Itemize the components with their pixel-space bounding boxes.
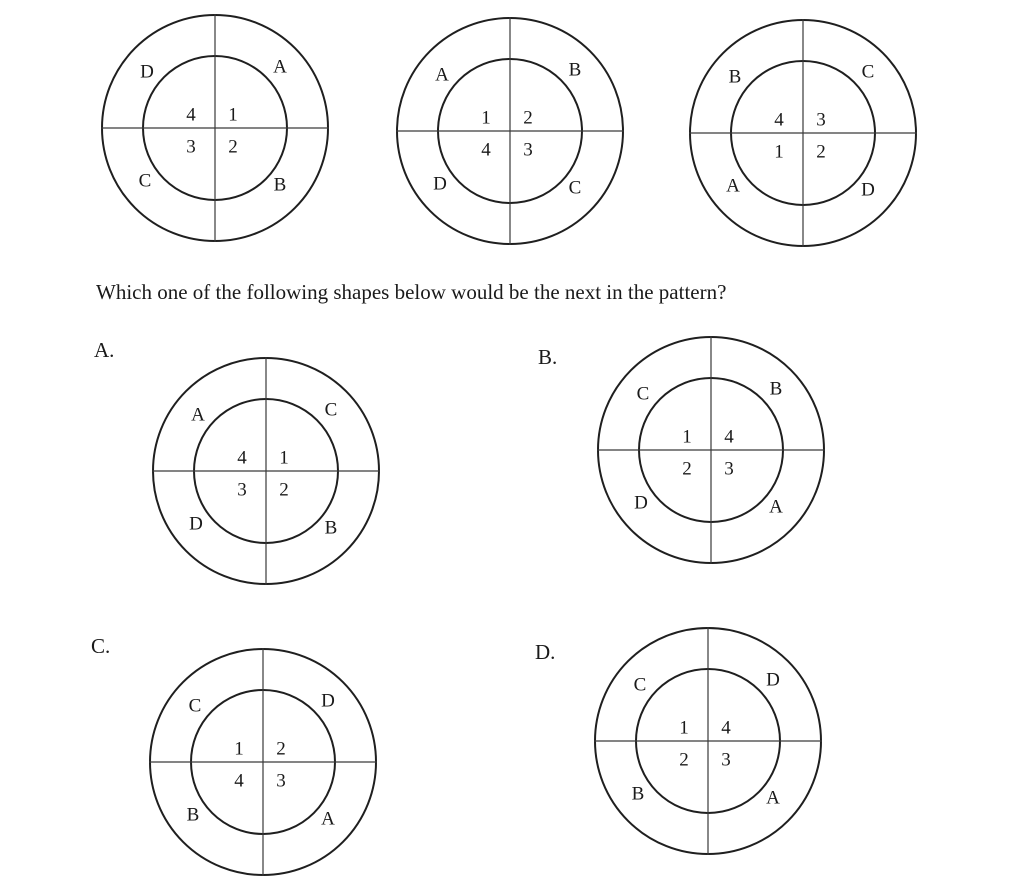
sequence-figure-3 xyxy=(688,18,918,248)
inner-number-top-left: 4 xyxy=(237,447,247,469)
outer-label-bottom-right: A xyxy=(769,496,783,518)
inner-number-top-right: 1 xyxy=(279,447,289,469)
inner-number-top-left: 4 xyxy=(774,109,784,131)
inner-number-bottom-left: 4 xyxy=(481,139,491,161)
inner-number-top-left: 4 xyxy=(186,104,196,126)
outer-label-top-right: C xyxy=(324,399,338,421)
outer-label-bottom-left: A xyxy=(726,175,740,197)
outer-label-bottom-left: D xyxy=(189,513,203,535)
outer-label-bottom-left: C xyxy=(138,170,152,192)
inner-number-bottom-right: 2 xyxy=(816,141,826,163)
inner-number-top-right: 4 xyxy=(724,426,734,448)
sequence-figure-2 xyxy=(395,16,625,246)
outer-label-top-right: A xyxy=(273,56,287,78)
circle-diagram xyxy=(688,18,918,248)
option-d-label: D. xyxy=(535,640,556,664)
inner-number-bottom-right: 3 xyxy=(523,139,533,161)
outer-label-bottom-left: D xyxy=(433,173,447,195)
inner-number-bottom-left: 3 xyxy=(186,136,196,158)
inner-number-bottom-right: 3 xyxy=(276,770,286,792)
inner-number-bottom-left: 3 xyxy=(237,479,247,501)
outer-label-top-left: A xyxy=(435,64,449,86)
outer-label-top-right: C xyxy=(861,61,875,83)
outer-label-top-right: B xyxy=(568,59,582,81)
inner-number-bottom-left: 2 xyxy=(679,749,689,771)
outer-label-top-left: C xyxy=(633,674,647,696)
outer-label-top-left: B xyxy=(728,66,742,88)
inner-number-bottom-right: 3 xyxy=(724,458,734,480)
option-b-figure[interactable] xyxy=(596,335,826,565)
outer-label-bottom-left: B xyxy=(631,783,645,805)
question-text: Which one of the following shapes below would be the next in the pattern? xyxy=(96,280,727,304)
inner-number-bottom-left: 2 xyxy=(682,458,692,480)
inner-number-bottom-left: 1 xyxy=(774,141,784,163)
inner-number-bottom-left: 4 xyxy=(234,770,244,792)
inner-number-top-right: 2 xyxy=(276,738,286,760)
inner-number-bottom-right: 2 xyxy=(228,136,238,158)
circle-diagram xyxy=(151,356,381,586)
inner-number-top-right: 4 xyxy=(721,717,731,739)
option-a-figure[interactable] xyxy=(151,356,381,586)
circle-diagram xyxy=(596,335,826,565)
outer-label-top-left: D xyxy=(140,61,154,83)
inner-number-bottom-right: 2 xyxy=(279,479,289,501)
outer-label-top-left: C xyxy=(636,383,650,405)
inner-number-top-right: 3 xyxy=(816,109,826,131)
outer-label-bottom-right: B xyxy=(324,517,338,539)
outer-label-top-left: C xyxy=(188,695,202,717)
option-c-figure[interactable] xyxy=(148,647,378,877)
inner-number-top-left: 1 xyxy=(682,426,692,448)
inner-number-top-left: 1 xyxy=(234,738,244,760)
outer-label-bottom-right: A xyxy=(321,808,335,830)
circle-diagram xyxy=(148,647,378,877)
option-d-figure[interactable] xyxy=(593,626,823,856)
outer-label-bottom-right: B xyxy=(273,174,287,196)
inner-number-top-right: 2 xyxy=(523,107,533,129)
option-c-label: C. xyxy=(91,634,111,658)
outer-label-top-right: D xyxy=(321,690,335,712)
circle-diagram xyxy=(593,626,823,856)
outer-label-bottom-left: D xyxy=(634,492,648,514)
circle-diagram xyxy=(100,13,330,243)
inner-number-top-left: 1 xyxy=(481,107,491,129)
outer-label-bottom-right: C xyxy=(568,177,582,199)
inner-number-top-left: 1 xyxy=(679,717,689,739)
inner-number-top-right: 1 xyxy=(228,104,238,126)
option-a-label: A. xyxy=(94,338,115,362)
outer-label-top-right: D xyxy=(766,669,780,691)
outer-label-bottom-right: D xyxy=(861,179,875,201)
outer-label-top-left: A xyxy=(191,404,205,426)
outer-label-top-right: B xyxy=(769,378,783,400)
option-b-label: B. xyxy=(538,345,558,369)
outer-label-bottom-left: B xyxy=(186,804,200,826)
inner-number-bottom-right: 3 xyxy=(721,749,731,771)
outer-label-bottom-right: A xyxy=(766,787,780,809)
sequence-figure-1 xyxy=(100,13,330,243)
circle-diagram xyxy=(395,16,625,246)
